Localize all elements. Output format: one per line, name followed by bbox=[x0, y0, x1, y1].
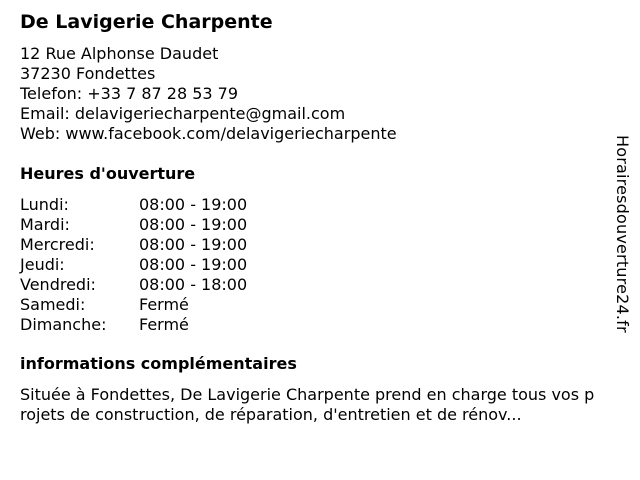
day-label: Dimanche: bbox=[20, 315, 107, 334]
day-label: Vendredi: bbox=[20, 275, 96, 294]
day-label: Samedi: bbox=[20, 295, 86, 314]
day-hours: 08:00 - 19:00 bbox=[139, 255, 248, 274]
site-watermark bbox=[612, 135, 634, 345]
hours-row-monday bbox=[20, 195, 290, 215]
street-address: 12 Rue Alphonse Daudet bbox=[20, 44, 219, 63]
opening-hours-table bbox=[20, 195, 290, 335]
business-description: Située à Fondettes, De Lavigerie Charpente prend en charge tous vos projets de construction, de réparation, d'entretien et de rénov... bbox=[20, 385, 595, 424]
hours-row-sunday bbox=[20, 315, 290, 335]
day-hours: Fermé bbox=[139, 315, 189, 334]
additional-info-heading: informations complémentaires bbox=[20, 354, 297, 373]
contact-block bbox=[20, 44, 397, 144]
hours-row-saturday bbox=[20, 295, 290, 315]
day-label: Mardi: bbox=[20, 215, 70, 234]
hours-row-wednesday bbox=[20, 235, 290, 255]
email-address: Email: delavigeriecharpente@gmail.com bbox=[20, 104, 346, 123]
hours-row-friday bbox=[20, 275, 290, 295]
day-label: Jeudi: bbox=[20, 255, 65, 274]
hours-row-thursday bbox=[20, 255, 290, 275]
opening-hours-heading: Heures d'ouverture bbox=[20, 164, 196, 183]
website-address: Web: www.facebook.com/delavigeriecharpente bbox=[20, 124, 397, 143]
business-name: De Lavigerie Charpente bbox=[20, 11, 273, 33]
hours-row-tuesday bbox=[20, 215, 290, 235]
city-address: 37230 Fondettes bbox=[20, 64, 156, 83]
day-hours: Fermé bbox=[139, 295, 189, 314]
day-hours: 08:00 - 19:00 bbox=[139, 195, 248, 214]
day-hours: 08:00 - 19:00 bbox=[139, 235, 248, 254]
day-label: Lundi: bbox=[20, 195, 69, 214]
site-watermark-text: Horairesdouverture24.fr bbox=[613, 135, 632, 333]
day-label: Mercredi: bbox=[20, 235, 95, 254]
day-hours: 08:00 - 19:00 bbox=[139, 215, 248, 234]
phone-number: Telefon: +33 7 87 28 53 79 bbox=[20, 84, 239, 103]
day-hours: 08:00 - 18:00 bbox=[139, 275, 248, 294]
